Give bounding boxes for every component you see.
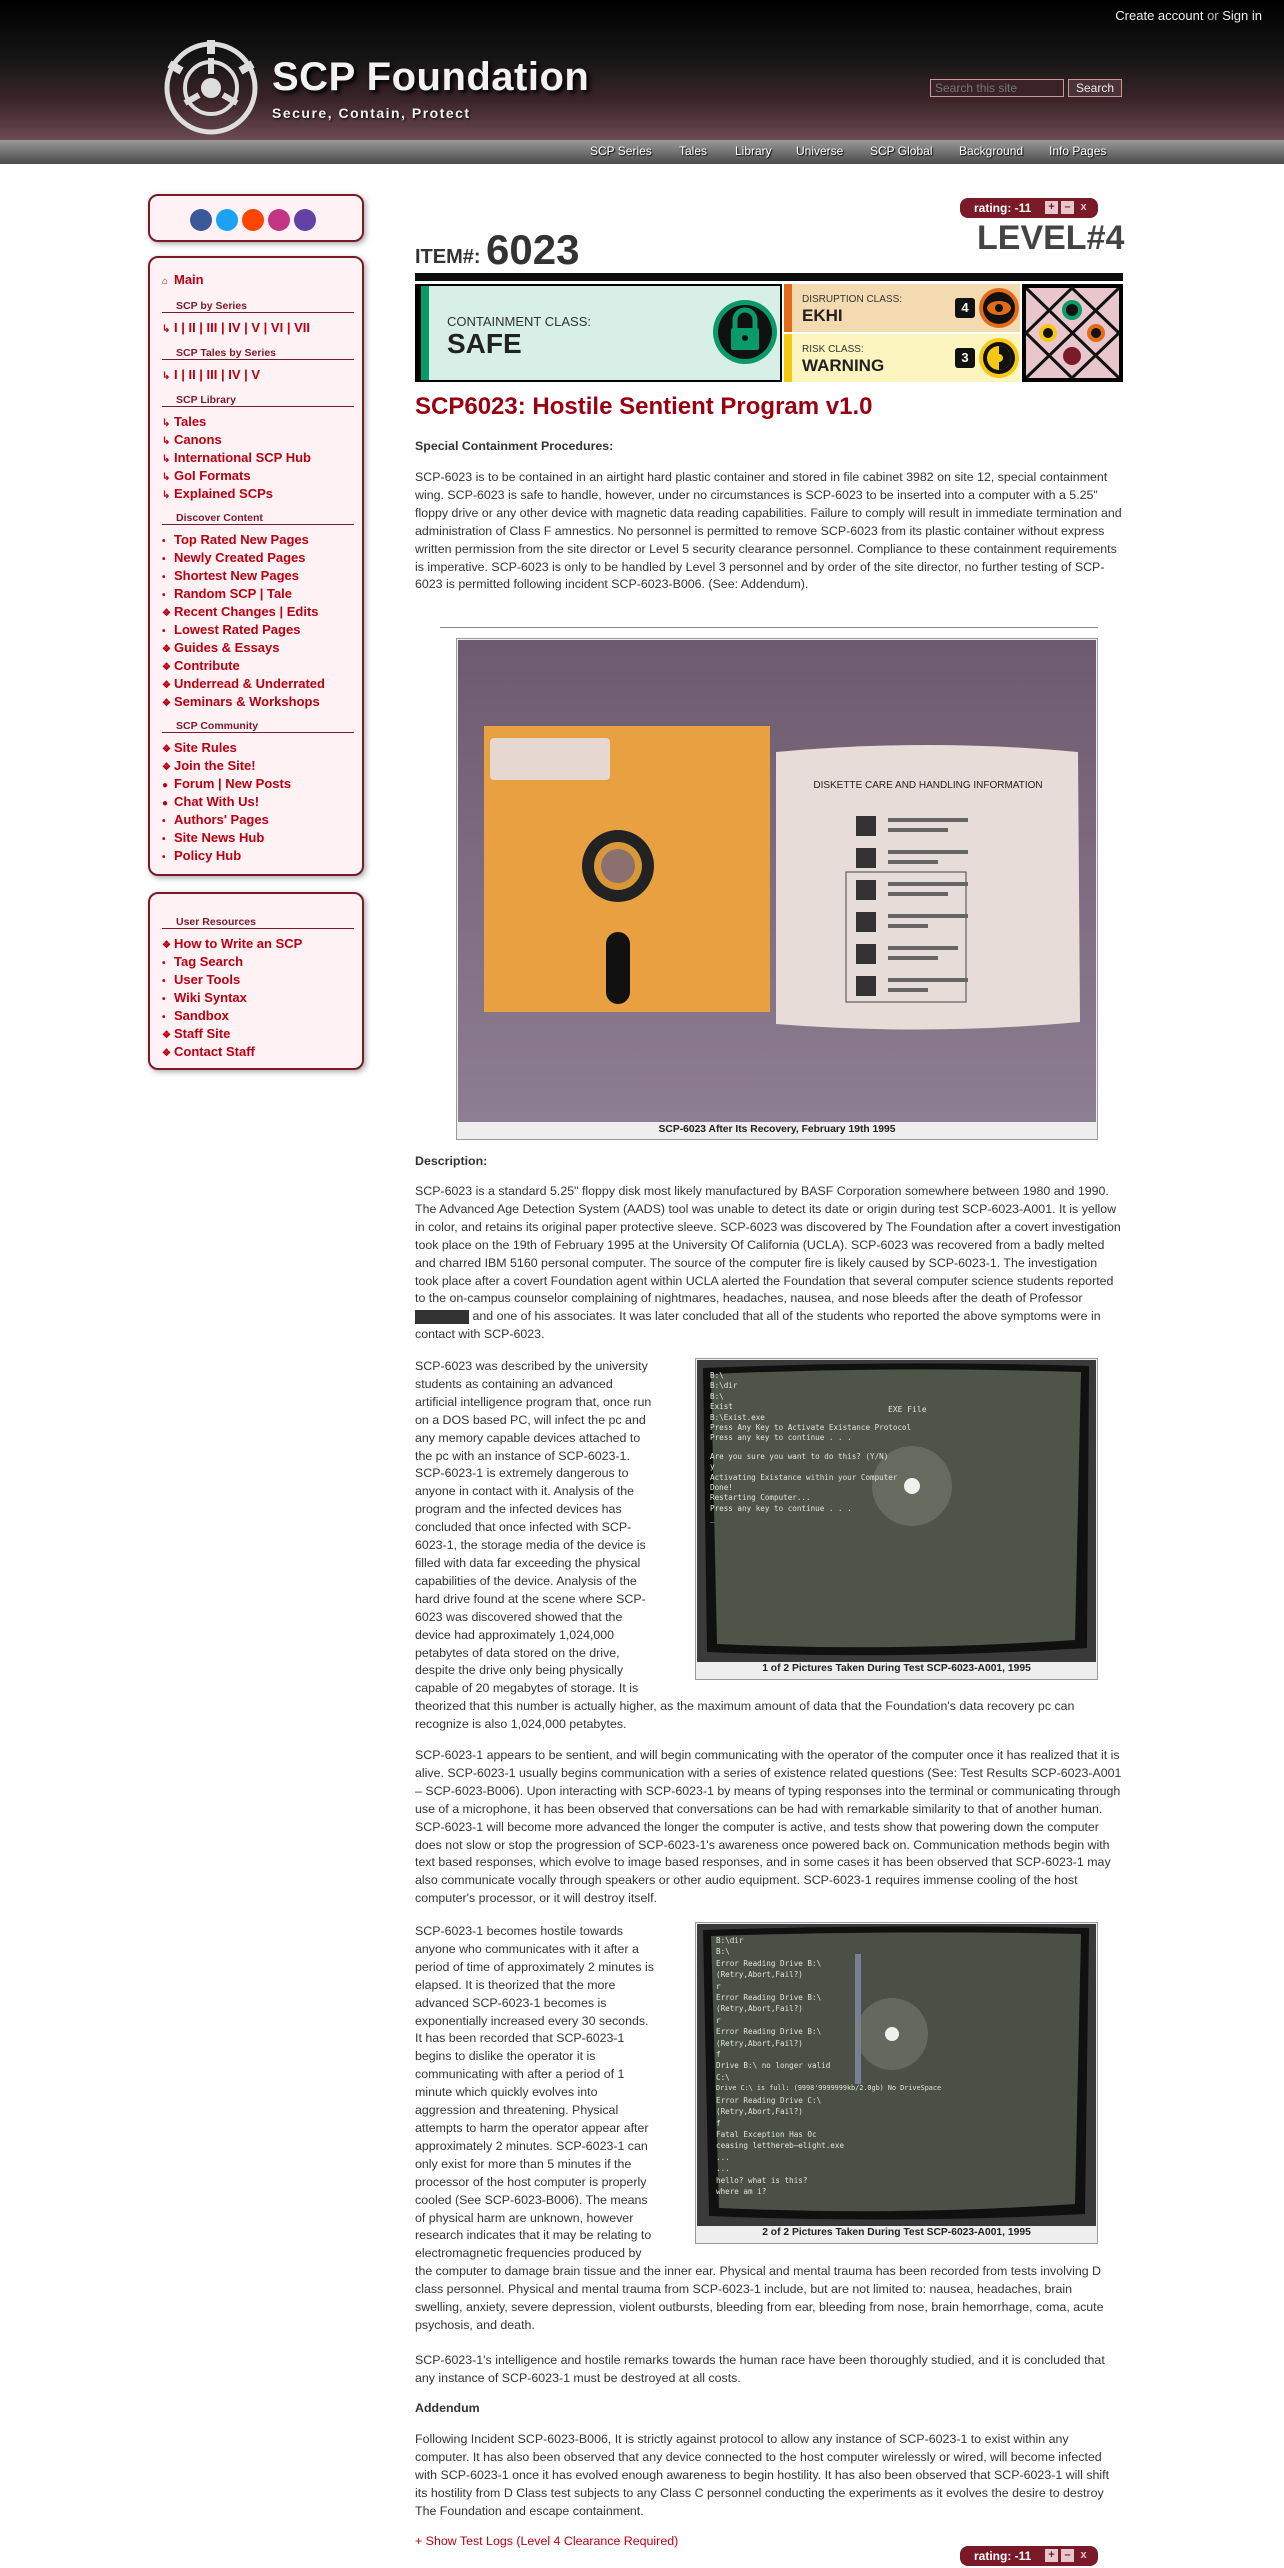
terminal-line: (Retry,Abort,Fail?) xyxy=(716,1970,803,1980)
description-paragraph-1 xyxy=(415,1183,1123,1344)
sidebar-item-label: International SCP Hub xyxy=(174,450,311,465)
sidebar-item-newly-created[interactable] xyxy=(162,550,306,565)
text-line: advanced SCP-6023-1 becomes is xyxy=(415,1995,607,2010)
instagram-icon[interactable] xyxy=(268,209,290,231)
terminal-line: Error Reading Drive B:\ xyxy=(716,1993,822,2003)
site-tagline: Secure, Contain, Protect xyxy=(272,105,471,121)
rating-module xyxy=(960,198,1098,218)
bullet-icon: ❖ xyxy=(162,1030,171,1041)
terminal-line: Exist xyxy=(710,1402,733,1412)
terminal-line: Are you sure you want to do this? (Y/N) xyxy=(710,1451,889,1461)
terminal-line: B:\ xyxy=(710,1371,724,1380)
sidebar-item-how-to-write[interactable] xyxy=(162,936,302,951)
chat-icon: ● xyxy=(162,798,169,809)
bullet-icon: ❖ xyxy=(162,744,171,755)
description-text: and one of his associates. It was later concluded that all of the students who reported the above symptoms were in contact with SCP-6023. xyxy=(415,1309,1101,1342)
bullet-icon: • xyxy=(162,590,166,601)
text-line: begins to dislike the operator it is xyxy=(415,2049,596,2064)
terminal-line: B:\dir xyxy=(710,1381,738,1391)
text-line: SCP-6023-1 becomes hostile towards xyxy=(415,1924,623,1938)
sidebar-item-sandbox[interactable] xyxy=(162,1008,229,1023)
sidebar-item-user-tools[interactable] xyxy=(162,972,240,987)
terminal-line: Press any key to continue . . . xyxy=(710,1503,852,1513)
twitter-icon[interactable] xyxy=(216,209,238,231)
sidebar-item-authors[interactable] xyxy=(162,812,269,827)
sidebar-heading: SCP Library xyxy=(162,394,354,407)
site-header xyxy=(0,0,1284,140)
sidebar-item-label: I | II | III | IV | V | VI | VII xyxy=(174,320,310,335)
downvote-button[interactable]: – xyxy=(1061,2549,1074,2562)
redacted-name xyxy=(415,1310,469,1324)
text-line: on a DOS based PC, will infect the pc and xyxy=(415,1412,646,1427)
item-label: ITEM#: xyxy=(415,246,481,268)
nav-universe[interactable]: Universe xyxy=(796,144,844,158)
terminal-line: _ xyxy=(710,1514,715,1524)
bullet-icon: ↳ xyxy=(162,371,171,382)
bullet-icon: ❖ xyxy=(162,680,171,691)
terminal-line: B:\dir xyxy=(716,1936,744,1945)
bullet-icon: • xyxy=(162,816,166,827)
bullet-icon: ↳ xyxy=(162,436,171,447)
sidebar-item-label: Tales xyxy=(174,414,207,429)
sidebar-item-label: Newly Created Pages xyxy=(174,550,306,565)
bullet-icon: • xyxy=(162,834,166,845)
reddit-icon[interactable] xyxy=(242,209,264,231)
risk-class-label: RISK CLASS: xyxy=(802,344,864,355)
text-line: communicating with after a period of 1 xyxy=(415,2067,625,2082)
text-line: of physical harm are unknown, however xyxy=(415,2210,634,2225)
bullet-icon: ❖ xyxy=(162,698,171,709)
sidebar-item-label: Site Rules xyxy=(174,740,237,755)
description-paragraph-2 xyxy=(415,1358,675,1698)
text-line: research indicates that it may be relating to xyxy=(415,2228,652,2243)
terminal-line: f xyxy=(716,2118,721,2128)
divider xyxy=(440,627,1098,628)
text-line: petabytes of data stored on the drive, xyxy=(415,1645,620,1660)
sidebar-item-site-news[interactable] xyxy=(162,830,264,845)
terminal-line: where am i? xyxy=(716,2186,767,2196)
class-diamond-icon xyxy=(1022,284,1123,382)
terminal-line: hello? what is this? xyxy=(716,2175,808,2185)
terminal-line: f xyxy=(716,2050,721,2060)
text-line: electromagnetic frequencies produced by xyxy=(415,2246,642,2261)
search-button[interactable]: Search xyxy=(1068,79,1122,97)
text-line: SCP-6023-1 is extremely dangerous to xyxy=(415,1466,629,1481)
figure-terminal-1 xyxy=(695,1358,1098,1680)
figure-caption: SCP-6023 After Its Recovery, February 19th 1995 xyxy=(658,1124,896,1135)
terminal-spacer xyxy=(710,1444,911,1452)
sidebar-item-canons[interactable] xyxy=(162,432,222,447)
show-test-logs-toggle[interactable]: + Show Test Logs (Level 4 Clearance Required) xyxy=(415,2534,679,2548)
bullet-icon: ❖ xyxy=(162,608,171,619)
text-line: exponentially increased every 30 seconds. xyxy=(415,2013,649,2028)
terminal-line: B:\ xyxy=(716,1947,730,1957)
risk-class-panel xyxy=(784,334,1020,382)
top-nav-bar xyxy=(0,140,1284,164)
sidebar-item-label: Recent Changes | Edits xyxy=(174,604,319,619)
text-line: elapsed. It is theorized that the more xyxy=(415,1977,616,1992)
bullet-icon: ↳ xyxy=(162,454,171,465)
sidebar-item-label: Random SCP | Tale xyxy=(174,586,293,601)
risk-class-value: WARNING xyxy=(802,356,885,375)
terminal-line: Press any key to continue . . . xyxy=(710,1433,852,1443)
warning-icon xyxy=(978,337,1020,379)
side-navigation xyxy=(148,256,364,876)
sidebar-item-tales[interactable] xyxy=(162,414,206,429)
text-line: It has been recorded that SCP-6023-1 xyxy=(415,2031,625,2046)
sidebar-item-label: GoI Formats xyxy=(174,468,251,483)
terminal-line: C:\ xyxy=(716,2072,730,2082)
sidebar-tales-links[interactable] xyxy=(162,367,260,382)
sidebar-item-label: Sandbox xyxy=(174,1008,229,1023)
risk-level-number: 3 xyxy=(955,348,975,368)
scp-logo-icon[interactable] xyxy=(163,40,259,136)
sidebar-item-staff-site[interactable] xyxy=(162,1026,230,1041)
description-paragraph-4-tail: the computer to damage brain tissue and the inner ear. Physical and mental trauma has been recorded from tests involving D class personnel. Physical and mental trauma from SCP-6023-1 include, but are not limited to: nausea, headaches, brain swelling, anxiety, severe depression, violent outbursts, bleeding from ear, bleeding from nose, brain hemorrhage, coma, acute psychosis, and death. xyxy=(415,2264,1104,2332)
text-line: period of time of approximately 2 minutes is xyxy=(415,1959,654,1974)
nav-library[interactable]: Library xyxy=(735,144,772,158)
bullet-icon: ❖ xyxy=(162,940,171,951)
text-line: capable of 20 megabytes of storage. It is xyxy=(415,1681,639,1696)
sidebar-item-wiki-syntax[interactable] xyxy=(162,990,247,1005)
search-input[interactable] xyxy=(930,79,1064,97)
upvote-button[interactable]: + xyxy=(1045,2549,1058,2562)
ekhi-icon xyxy=(978,287,1020,329)
sidebar-item-label: Shortest New Pages xyxy=(174,568,299,583)
sidebar-item-lowest-rated[interactable] xyxy=(162,622,300,637)
sidebar-heading: Discover Content xyxy=(162,512,354,525)
terminal-line: ... xyxy=(716,2152,730,2162)
sidebar-item-label: Chat With Us! xyxy=(174,794,260,809)
site-name[interactable]: SCP Foundation xyxy=(272,55,590,99)
bullet-icon: ❖ xyxy=(162,762,171,773)
text-line: attempts to harm the operator appear after xyxy=(415,2120,649,2135)
rating-value: rating: -11 xyxy=(974,201,1032,215)
terminal-line: Press Any Key to Activate Existance Protocol xyxy=(710,1423,912,1433)
facebook-icon[interactable] xyxy=(190,209,212,231)
text-line: minute which quickly evolves into xyxy=(415,2085,598,2100)
chat-icon: ● xyxy=(162,780,169,791)
text-line: 6023-1, the storage media of the device is xyxy=(415,1538,646,1553)
sidebar-series-links[interactable] xyxy=(162,320,310,335)
addendum-heading: Addendum xyxy=(415,2401,480,2415)
sidebar-item-label: Staff Site xyxy=(174,1026,231,1041)
bullet-icon: • xyxy=(162,1012,166,1023)
sidebar-item-label: Contact Staff xyxy=(174,1044,255,1059)
bullet-icon: • xyxy=(162,994,166,1005)
bullet-icon: ↳ xyxy=(162,472,171,483)
account-links xyxy=(1115,8,1262,23)
sidebar-item-site-rules[interactable] xyxy=(162,740,237,755)
containment-procedures-text: SCP-6023 is to be contained in an airtight hard plastic container and stored in file cabinet 3982 on site 12, special containment wing. SCP-6023 is safe to handle, however, under no circumstances is SCP-6023 to be inserted into a computer with a 5.25" floppy drive or any other device with magnetic data reading capabilities. Failure to comply will result in immediate termination and administration of Class F amnestics. No personnel is permitted to remove SCP-6023 from its plastic container without express written permission from the site director or Level 5 security clearance personnel. Compliance to these containment requirements is imperative. SCP-6023 is only to be handled by Level 3 personnel and by order of the site director, no further testing of SCP-6023 is permitted following incident SCP-6023-B006. (See: Addendum). xyxy=(415,470,1122,592)
text-line: despite the drive only being physically xyxy=(415,1663,624,1678)
figure-caption: 2 of 2 Pictures Taken During Test SCP-6023-A001, 1995 xyxy=(762,2227,1031,2238)
terminal-line: (Retry,Abort,Fail?) xyxy=(716,2038,803,2048)
bullet-icon: ↳ xyxy=(162,324,171,335)
bullet-icon: ❖ xyxy=(162,644,171,655)
nav-scp-series[interactable]: SCP Series xyxy=(590,144,652,158)
figure-floppy-disk xyxy=(456,638,1098,1140)
description-paragraph-5: SCP-6023-1's intelligence and hostile remarks towards the human race have been thoroughly studied, and it is concluded that any instance of SCP-6023-1 must be destroyed at all costs. xyxy=(415,2353,1105,2385)
sidebar-item-contact-staff[interactable] xyxy=(162,1044,255,1059)
sidebar-item-join[interactable] xyxy=(162,758,256,773)
sidebar-item-recent-changes[interactable] xyxy=(162,604,319,619)
sidebar-item-label: I | II | III | IV | V xyxy=(174,367,261,382)
sidebar-item-label: How to Write an SCP xyxy=(174,936,303,951)
sidebar-item-underread[interactable] xyxy=(162,676,325,691)
text-line: the pc with an instance of SCP-6023-1. xyxy=(415,1448,630,1463)
sidebar-item-random[interactable] xyxy=(162,586,292,601)
sleeve-title: DISKETTE CARE AND HANDLING INFORMATION xyxy=(813,780,1043,791)
sidebar-item-label: Underread & Underrated xyxy=(174,676,325,691)
cancel-vote-button[interactable]: x xyxy=(1077,2549,1090,2562)
sidebar-item-label: Lowest Rated Pages xyxy=(174,622,301,637)
description-heading: Description: xyxy=(415,1154,488,1168)
bullet-icon: ↳ xyxy=(162,418,171,429)
sign-in-link[interactable]: Sign in xyxy=(1222,8,1262,23)
bullet-icon: ❖ xyxy=(162,1048,171,1059)
terminal-line: Done! xyxy=(710,1483,733,1493)
sidebar-item-label: User Tools xyxy=(174,972,241,987)
description-paragraph-3: SCP-6023-1 appears to be sentient, and will begin communicating with the operator of the computer once it has realized that it is alive. SCP-6023-1 usually begins communication with a series of existence related questions (See: Test Results SCP-6023-A001 – SCP-6023-B006). Upon interacting with SCP-6023-1 by means of typing responses into the terminal or communicating through use of a microphone, it has been observed that conversations can be had with remarkable similarity to that of another human. SCP-6023-1 will become more advanced the longer the computer is active, and tests show that powering down the computer does not slow or stop the progression of SCP-6023-1's awareness once powered back on. Communication methods begin with text based responses, which evolve to image based responses, and in some cases it has been observed that SCP-6023-1 may also communicate vocally through speakers or other audio equipment. SCP-6023-1 requires immense cooling of the host computer's processor, or it will destroy itself. xyxy=(415,1748,1122,1906)
text-line: hard drive found at the scene where SCP- xyxy=(415,1591,646,1606)
terminal-line: Drive B:\ no longer valid xyxy=(716,2061,831,2071)
page-title: SCP6023: Hostile Sentient Program v1.0 xyxy=(415,393,873,420)
text-line: SCP-6023 was described by the university xyxy=(415,1359,648,1373)
floppy-disk-photo xyxy=(458,640,1096,1122)
sidebar-heading: SCP Community xyxy=(162,720,354,733)
terminal-line: Error Reading Drive B:\ xyxy=(716,2027,822,2037)
description-text: SCP-6023 is a standard 5.25" floppy disk most likely manufactured by BASF Corporation somewhere between 1980 and 1990. The Advanced Age Detection System (AADS) tool was unable to detect its date or origin during test SCP-6023-A001. It is yellow in color, and retains its original paper protective sleeve. SCP-6023 was discovered by The Foundation after a covert investigation took place on the 19th of February 1995 at the University Of California (UCLA). SCP-6023 was recovered from a badly melted and charred IBM 5160 personal computer. The source of the computer fire is likely caused by SCP-6023-1. The investigation took place after a covert Foundation agent within UCLA alerted the Foundation that several computer science students reported to the on-campus counselor complaining of nightmares, headaches, nausea, and nose bleeds after the death of Professor xyxy=(415,1184,1121,1306)
sidebar-item-label: Seminars & Workshops xyxy=(174,694,320,709)
sidebar-item-label: Forum | New Posts xyxy=(174,776,292,791)
cancel-vote-button[interactable]: x xyxy=(1077,201,1090,214)
text-line: artificial intelligence program that, once run xyxy=(415,1394,652,1409)
sidebar-heading: SCP by Series xyxy=(162,300,354,313)
sidebar-item-shortest[interactable] xyxy=(162,568,299,583)
sidebar-heading: User Resources xyxy=(162,916,354,929)
terminal-line: B:\Exist.exe xyxy=(710,1412,765,1422)
bullet-icon: • xyxy=(162,554,166,565)
social-links-box xyxy=(148,194,364,242)
terminal-line: r xyxy=(716,2015,721,2025)
terminal-output-1 xyxy=(710,1371,911,1525)
terminal-line: ceasing letthereb̶elight.exe xyxy=(716,2141,845,2151)
disruption-class-value: EKHI xyxy=(802,306,843,325)
sidebar-heading: SCP Tales by Series xyxy=(162,347,354,360)
terminal-line: Error Reading Drive C:\ xyxy=(716,2095,822,2105)
bullet-icon: • xyxy=(162,536,166,547)
figure-caption: 1 of 2 Pictures Taken During Test SCP-6023-A001, 1995 xyxy=(762,1663,1031,1674)
sidebar-item-label: Authors' Pages xyxy=(174,812,269,827)
terminal-line: B:\ xyxy=(710,1391,724,1401)
bullet-icon: • xyxy=(162,976,166,987)
divider xyxy=(415,273,1123,281)
home-icon: ⌂ xyxy=(162,276,169,287)
terminal-output-2 xyxy=(716,1935,941,2197)
sidebar-item-guides[interactable] xyxy=(162,640,280,655)
sidebar-item-label: Top Rated New Pages xyxy=(174,532,309,547)
terminal-line: Restarting Computer... xyxy=(710,1493,811,1503)
sidebar-item-forum[interactable] xyxy=(162,776,291,791)
sidebar-item-label: Main xyxy=(174,272,204,287)
terminal-line: ... xyxy=(716,2164,730,2174)
sidebar-item-seminars[interactable] xyxy=(162,694,320,709)
text-line: approximately 2 minutes. SCP-6023-1 can xyxy=(415,2138,648,2153)
nav-scp-global[interactable]: SCP Global xyxy=(870,144,933,158)
bullet-icon: ↳ xyxy=(162,490,171,501)
text-line: device had approximately 1,024,000 xyxy=(415,1627,615,1642)
text-line: anyone who communicates with it after a xyxy=(415,1941,639,1956)
rating-value: rating: -11 xyxy=(974,2549,1032,2563)
text-line: aggression and threatening. Physical xyxy=(415,2103,619,2118)
text-line: 6023 was discovered showed that the xyxy=(415,1609,623,1624)
sidebar-item-explained[interactable] xyxy=(162,486,273,501)
upvote-button[interactable]: + xyxy=(1045,201,1058,214)
terminal-line: (Retry,Abort,Fail?) xyxy=(716,2107,803,2117)
text-line: capabilities of the device. Analysis of the xyxy=(415,1573,637,1588)
sidebar-item-tag-search[interactable] xyxy=(162,954,243,969)
bullet-icon: • xyxy=(162,958,166,969)
sidebar-item-goi-formats[interactable] xyxy=(162,468,251,483)
bullet-icon: • xyxy=(162,626,166,637)
terminal-line: Activating Existance within your Computer xyxy=(710,1472,898,1482)
addendum-text: Following Incident SCP-6023-B006, It is strictly against protocol to allow any instance of SCP-6023-1 to exist within any computer. It has also been observed that any device connected to the host computer wirelessly or wired, will become infected with SCP-6023-1 once it has evolved enough awareness to begin hostility. It has also been observed that SCP-6023-1 will shift its hostility from D Class test subjects to any Class C personnel conducting the experiments as it evolves the desire to destroy The Foundation and escape containment. xyxy=(415,2432,1110,2518)
rating-module-bottom xyxy=(960,2546,1098,2566)
item-number: 6023 xyxy=(486,226,580,273)
sidebar-item-label: Tag Search xyxy=(174,954,244,969)
sidebar-item-label: Policy Hub xyxy=(174,848,242,863)
clearance-level: LEVEL#4 xyxy=(977,219,1125,257)
description-paragraph-2-tail: theorized that this number is actually higher, as the maximum amount of data that the Foundation's data recovery pc can recognize is also 1,024,000 petabytes. xyxy=(415,1699,1075,1731)
terminal-line: r xyxy=(716,1981,721,1991)
containment-heading: Special Containment Procedures: xyxy=(415,439,614,453)
terminal-line: (Retry,Abort,Fail?) xyxy=(716,2004,803,2014)
description-paragraph-4 xyxy=(415,1923,675,2263)
safe-lock-icon xyxy=(711,298,779,366)
sidebar-item-chat[interactable] xyxy=(162,794,259,809)
terminal-line: Fatal Exception Has Oc xyxy=(716,2129,817,2139)
containment-class-label: CONTAINMENT CLASS: xyxy=(447,314,591,329)
text-line: students as containing an advanced xyxy=(415,1376,613,1391)
text-line: only exist for more than 5 minutes if the xyxy=(415,2156,632,2171)
sidebar-item-main[interactable] xyxy=(162,272,204,287)
text-line: processor of the host computer is properly xyxy=(415,2174,647,2189)
sidebar-item-label: Guides & Essays xyxy=(174,640,280,655)
bullet-icon: • xyxy=(162,852,166,863)
text-line: cooled (See SCP-6023-B006). The means xyxy=(415,2192,648,2207)
bullet-icon: • xyxy=(162,572,166,583)
nav-info-pages[interactable]: Info Pages xyxy=(1049,144,1107,158)
sidebar-item-label: Join the Site! xyxy=(174,758,256,773)
twitch-icon[interactable] xyxy=(294,209,316,231)
terminal-line: Drive C:\ is full: (9998'9999999kb/2.0gb) No DriveSpace xyxy=(716,2084,942,2093)
text-line: any memory capable devices attached to xyxy=(415,1430,641,1445)
create-account-link[interactable]: Create account xyxy=(1115,8,1204,23)
figure-terminal-2 xyxy=(695,1922,1098,2244)
text-line: concluded that once infected with SCP- xyxy=(415,1520,632,1535)
containment-class-panel xyxy=(415,284,782,382)
sidebar-item-label: Wiki Syntax xyxy=(174,990,247,1005)
downvote-button[interactable]: – xyxy=(1061,201,1074,214)
user-resources-box xyxy=(148,892,364,1070)
disruption-class-label: DISRUPTION CLASS: xyxy=(802,294,903,305)
sidebar-item-international[interactable] xyxy=(162,450,311,465)
text-line: program and the infected devices has xyxy=(415,1502,622,1517)
sidebar-item-label: Canons xyxy=(174,432,222,447)
containment-class-value: SAFE xyxy=(447,328,522,359)
sidebar-item-contribute[interactable] xyxy=(162,658,240,673)
bullet-icon: ❖ xyxy=(162,662,171,673)
or-text: or xyxy=(1203,8,1223,23)
terminal-line: Error Reading Drive B:\ xyxy=(716,1958,822,1968)
disruption-level-number: 4 xyxy=(955,298,975,318)
disruption-class-panel xyxy=(784,284,1020,332)
sidebar-item-label: Contribute xyxy=(174,658,240,673)
sidebar-item-top-rated[interactable] xyxy=(162,532,309,547)
terminal-line: y xyxy=(710,1462,715,1472)
sidebar-item-policy[interactable] xyxy=(162,848,241,863)
sidebar-item-label: Explained SCPs xyxy=(174,486,273,501)
nav-background[interactable]: Background xyxy=(959,144,1024,158)
sidebar-item-label: Site News Hub xyxy=(174,830,265,845)
exe-file-label: EXE File xyxy=(888,1405,927,1414)
text-line: filled with data far exceeding the physical xyxy=(415,1555,641,1570)
nav-tales[interactable]: Tales xyxy=(679,144,708,158)
text-line: anyone in contact with it. Analysis of the xyxy=(415,1484,635,1499)
